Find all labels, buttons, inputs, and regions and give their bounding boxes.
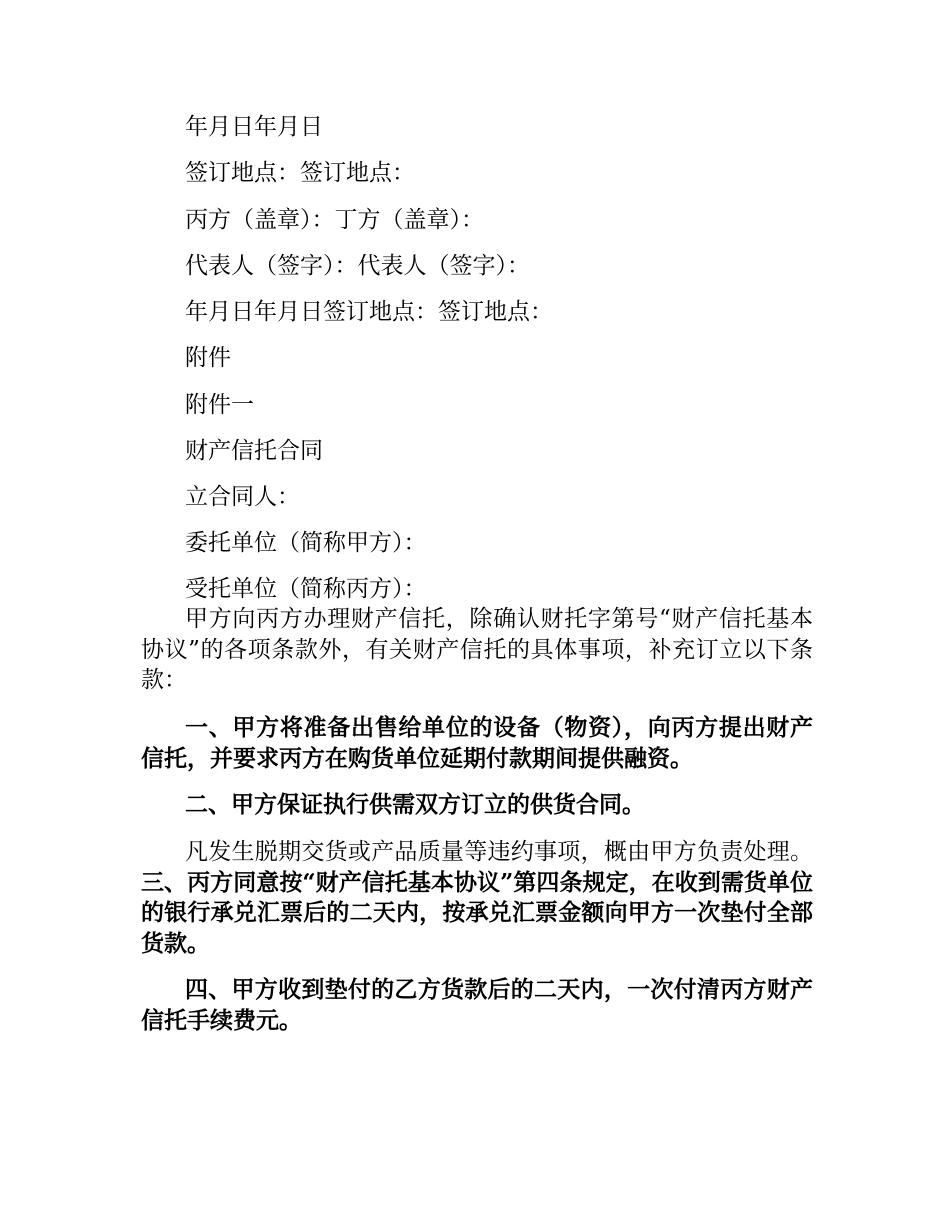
- clause-two-note: 凡发生脱期交货或产品质量等违约事项，概由甲方负责处理。: [185, 839, 813, 865]
- contract-title: 财产信托合同: [185, 438, 323, 464]
- signing-place-line: 签订地点：签订地点：: [185, 160, 415, 186]
- trustee-party-line: 受托单位（简称丙方）：: [185, 576, 427, 602]
- party-seal-line: 丙方（盖章）：丁方（盖章）：: [185, 207, 484, 233]
- contracting-parties-label: 立合同人：: [185, 484, 300, 510]
- clause-four: 四、甲方收到垫付的乙方货款后的二天内，一次付清丙方财产信托手续费元。: [141, 976, 813, 1034]
- date-line: 年月日年月日: [185, 114, 323, 140]
- intro-paragraph: 甲方向丙方办理财产信托，除确认财托字第号“财产信托基本协议”的各项条款外，有关财产信托的具体事项，补充订立以下条款：: [141, 606, 813, 693]
- clause-three: 三、丙方同意按“财产信托基本协议”第四条规定，在收到需货单位的银行承兑汇票后的二天内，按承兑汇票金额向甲方一次垫付全部货款。: [141, 868, 813, 957]
- attachment-heading: 附件: [185, 345, 231, 371]
- representative-signature-line: 代表人（签字）：代表人（签字）：: [185, 253, 530, 279]
- entrusting-party-line: 委托单位（简称甲方）：: [185, 530, 427, 556]
- date-place-line: 年月日年月日签订地点：签订地点：: [185, 299, 553, 325]
- clause-one: 一、甲方将准备出售给单位的设备（物资），向丙方提出财产信托，并要求丙方在购货单位延期付款期间提供融资。: [141, 714, 813, 772]
- clause-two: 二、甲方保证执行供需双方订立的供货合同。: [185, 791, 645, 818]
- attachment-one-heading: 附件一: [185, 392, 254, 418]
- clause-two-three-paragraph: [141, 837, 813, 959]
